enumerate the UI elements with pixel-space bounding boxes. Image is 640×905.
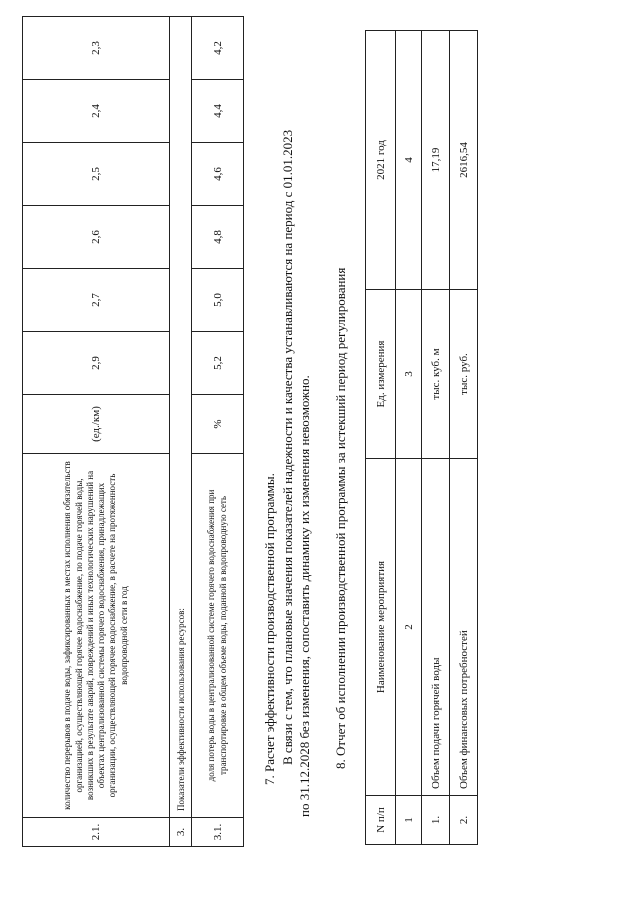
indicators-table [22,16,244,847]
section-8-heading: 8. Отчет об исполнении производственной программы за истекший период регулирования [333,267,348,769]
report-table [365,30,478,845]
indicator-value: 2,5 [23,143,170,206]
indicator-value: 2,7 [23,269,170,332]
activity-unit: тыс. куб. м [422,290,450,459]
indicator-unit: (ед./км) [23,395,170,454]
activity-name: Объем финансовых потребностей [450,459,478,796]
table-index-row [396,31,422,845]
section-7-paragraph-continued: по 31.12.2028 без изменения, сопоставить динамику их изменения невозможно. [297,375,312,817]
row-number: 3. [170,818,192,847]
indicator-value: 4,6 [192,143,244,206]
indicator-unit: % [192,395,244,454]
indicator-name: количество перерывов в подаче воды, зафиксированных в местах исполнения обязательств организацией, осуществляющей горячее водоснабжение, по подаче горячей воды, возникших в результате аварий, повреждений и иных технологических нарушений на объектах централизованной системы горячего водоснабжения, принадлежащих организации, осуществляющей горячее водоснабжение, в расчете на протяженность водопроводной сети в год [23,454,170,818]
row-number: 3.1. [192,818,244,847]
table-header-row [366,31,396,845]
column-header: 2021 год [366,31,396,290]
indicator-value: 4,8 [192,206,244,269]
column-index: 2 [396,459,422,796]
row-number: 1. [422,796,450,845]
table-row [192,17,244,847]
column-header: N п/п [366,796,396,845]
indicator-value: 4,2 [192,17,244,80]
indicator-value: 2,9 [23,332,170,395]
column-header: Ед. измерения [366,290,396,459]
activity-unit: тыс. руб. [450,290,478,459]
indicator-name: доля потерь воды в централизованной системе горячего водоснабжения при транспортировке в общем объеме воды, поданной в водопроводную сеть [192,454,244,818]
column-header: Наименование мероприятия [366,459,396,796]
column-index: 3 [396,290,422,459]
row-number: 2.1. [23,818,170,847]
indicator-value: 5,0 [192,269,244,332]
indicator-value: 2,3 [23,17,170,80]
indicator-value: 5,2 [192,332,244,395]
section-7-heading: 7. Расчет эффективности производственной программы. [262,473,277,785]
table-row [170,17,192,847]
activity-value: 2616,54 [450,31,478,290]
column-index: 4 [396,31,422,290]
table-row [23,17,170,847]
section-7-paragraph: В связи с тем, что плановые значения показателей надежности и качества устанавливаются на период с 01.01.2023 [280,129,295,765]
activity-name: Объем подачи горячей воды [422,459,450,796]
column-index: 1 [396,796,422,845]
indicator-value: 4,4 [192,80,244,143]
section-title: Показатели эффективности использования ресурсов: [170,17,192,818]
activity-value: 17,19 [422,31,450,290]
row-number: 2. [450,796,478,845]
table-row [450,31,478,845]
indicator-value: 2,6 [23,206,170,269]
indicator-value: 2,4 [23,80,170,143]
table-row [422,31,450,845]
